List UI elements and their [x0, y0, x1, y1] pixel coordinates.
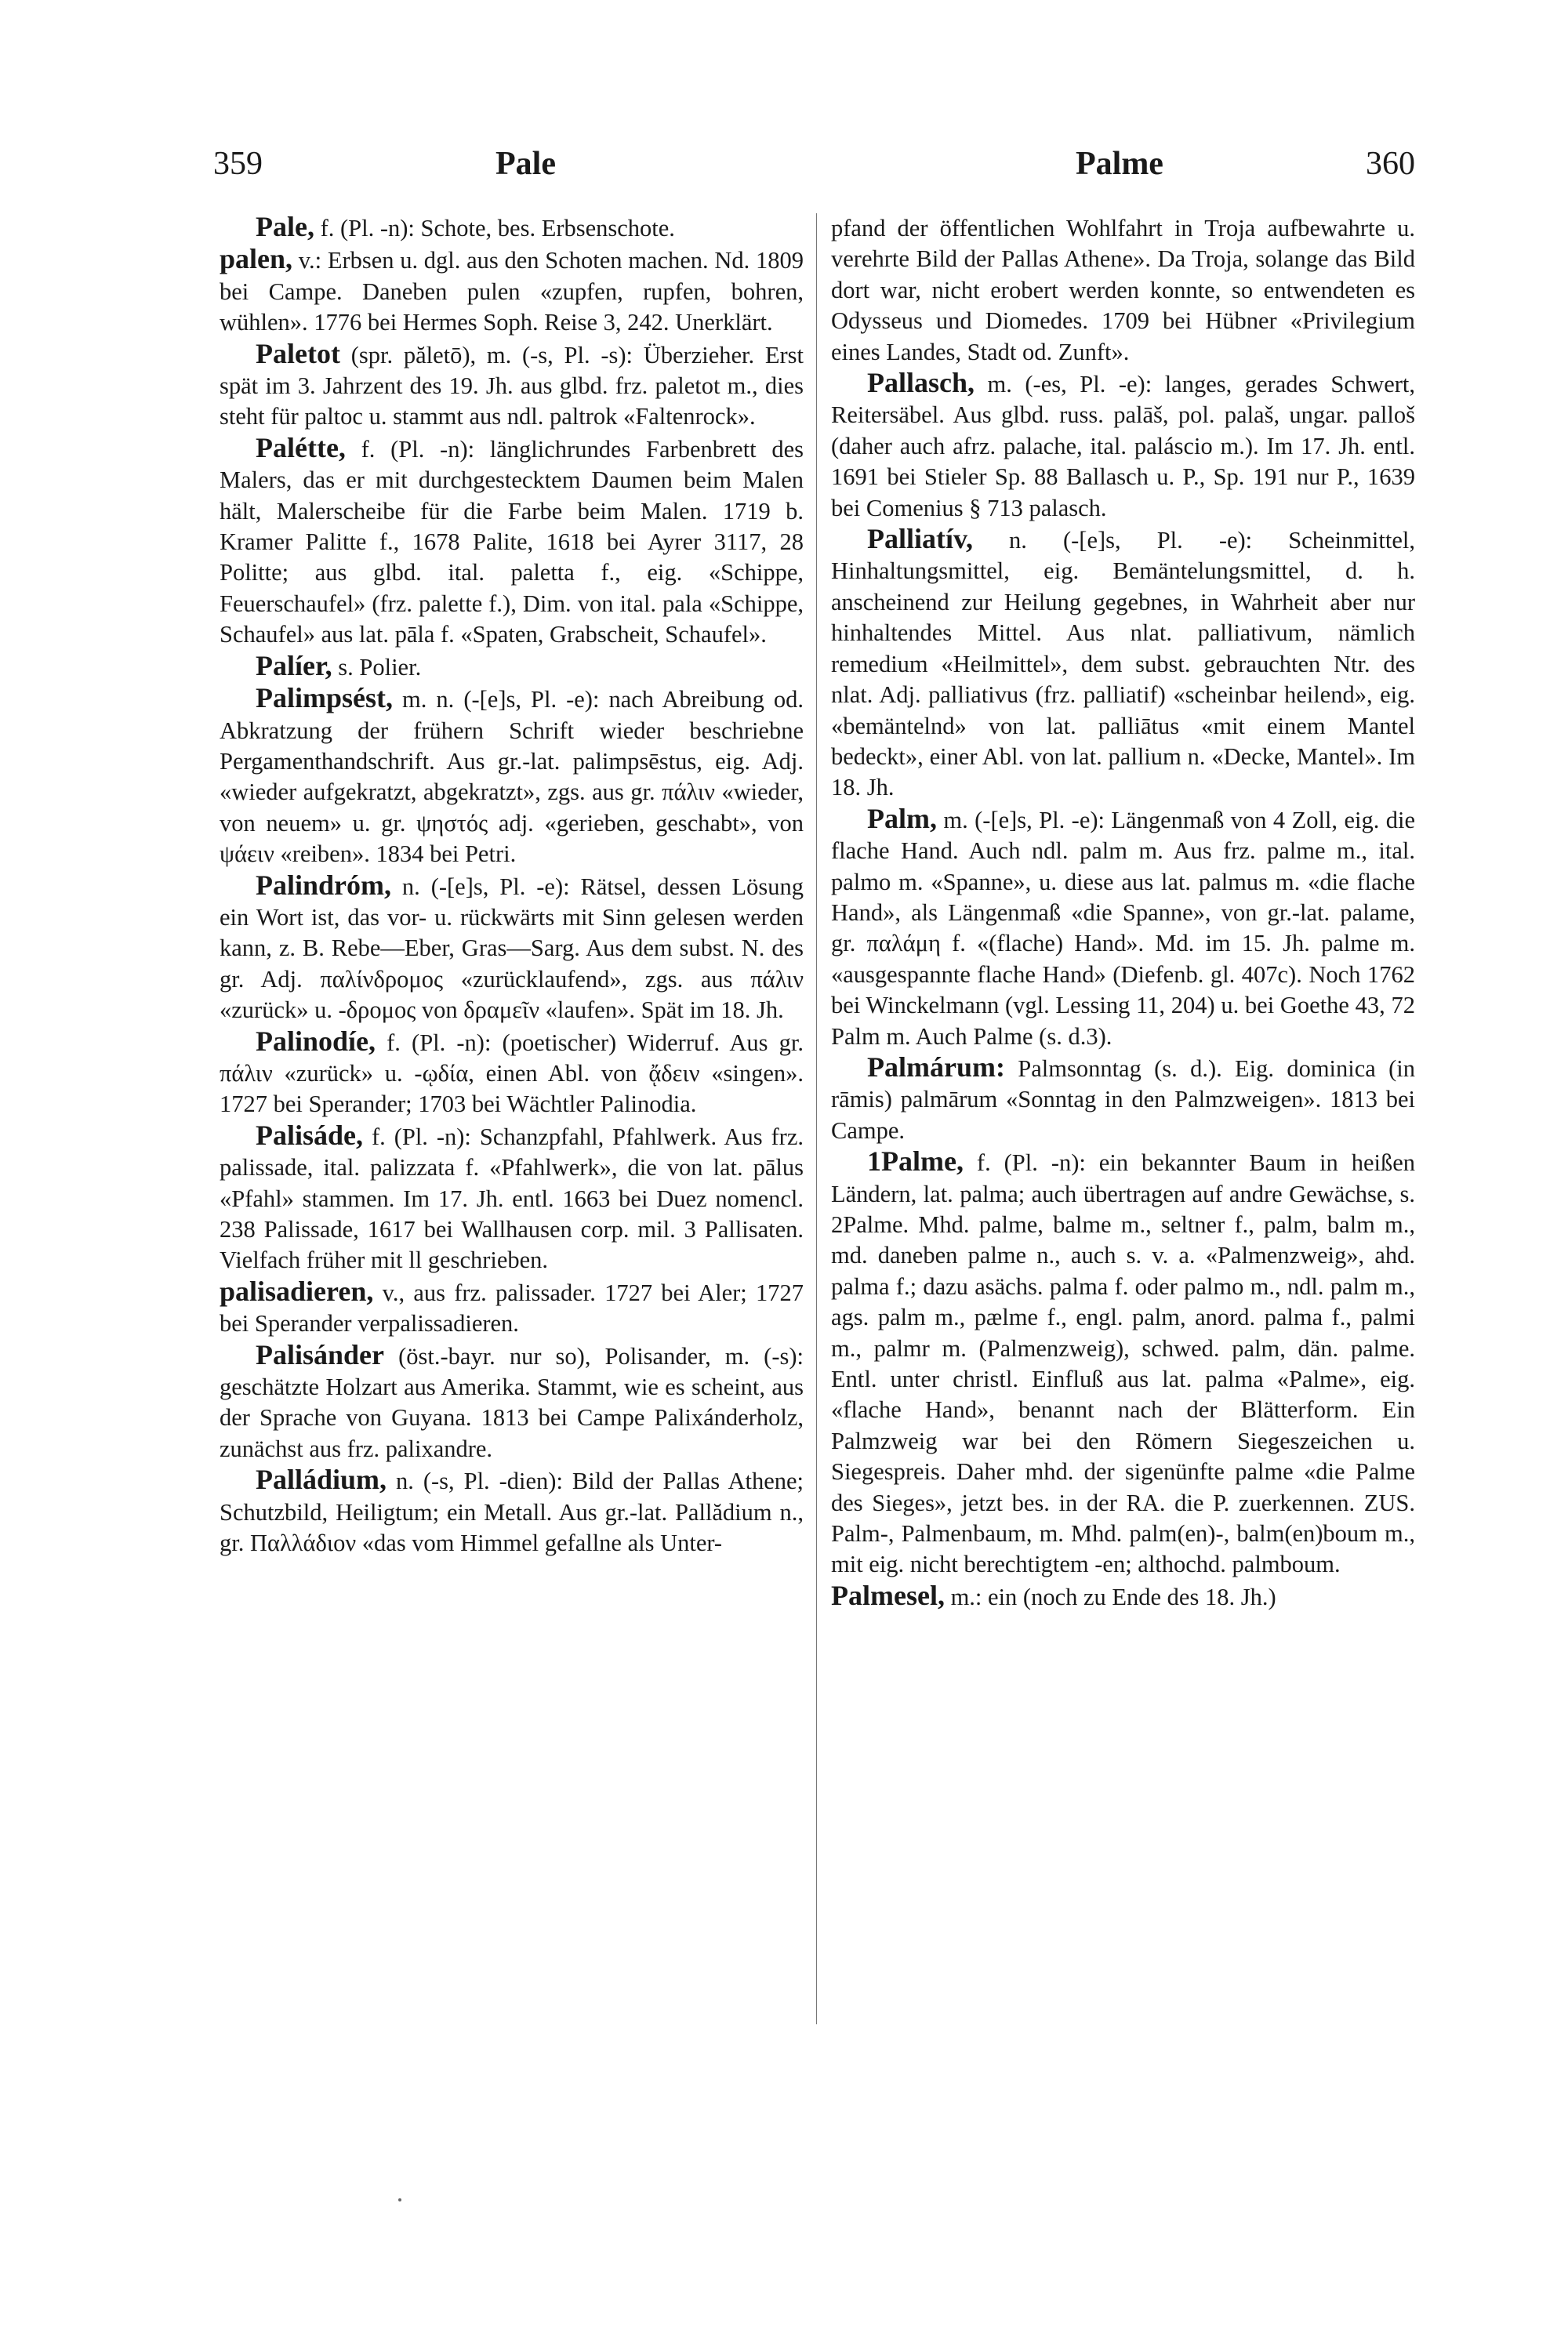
dictionary-entry: [831, 1146, 1415, 1581]
headword: Pale,: [256, 211, 314, 242]
left-column: [220, 212, 804, 1559]
headword: Palíer,: [256, 649, 332, 681]
running-head-right: Palme: [1076, 146, 1163, 182]
headword: Palládium,: [256, 1464, 387, 1496]
dictionary-entry: [220, 683, 804, 869]
entry-text: n. (-s, Pl. -dien): Bild der Pallas Athene; Schutzbild, Heiligtum; ein Metall. Aus gr.-lat. Pallădium n., gr. Παλλάδιον «das vom Himmel gefallne als Unter-: [220, 1468, 804, 1557]
dictionary-entry: [831, 1581, 1415, 1613]
headword: palisadieren,: [220, 1275, 374, 1307]
headword: Palm,: [867, 802, 937, 834]
page-header: [213, 145, 1415, 192]
headword: Palétte,: [256, 431, 346, 463]
dictionary-entry: [220, 339, 804, 433]
dictionary-entry: [220, 433, 804, 651]
entry-text: s. Polier.: [332, 653, 422, 681]
dictionary-entry: [220, 1465, 804, 1559]
running-head-left: Pale: [495, 146, 556, 182]
entry-text: (spr. păletō), m. (-s, Pl. -s): Überzieher. Erst spät im 3. Jahrzent des 19. Jh. aus glbd. frz. paletot m., dies steht für paltoc u. stammt aus ndl. paltrok «Faltenrock».: [220, 341, 804, 430]
right-column: [831, 212, 1415, 1613]
dictionary-entry: [831, 212, 1415, 368]
entry-text: n. (-[e]s, Pl. -e): Rätsel, dessen Lösung ein Wort ist, das vor- u. rückwärts mit Sinn gelesen werden kann, z. B. Rebe—Eber, Gras—Sarg. Aus dem subst. N. des gr. Adj. παλίνδρομος «zurücklaufend», zgs. aus πάλιν «zurück» u. -δρομος von δραμεῖν «laufen». Spät im 18. Jh.: [220, 873, 804, 1024]
entry-text: m. (-es, Pl. -e): langes, gerades Schwert, Reitersäbel. Aus glbd. russ. palāš, pol. palaš, ungar. palloš (daher auch afrz. palache, ital. paláscio m.). Im 17. Jh. entl. 1691 bei Stieler Sp. 88 Ballasch u. P., Sp. 191 nur P., 1639 bei Comenius § 713 palasch.: [831, 371, 1415, 521]
entry-text: f. (Pl. -n): (poetischer) Widerruf. Aus gr. πάλιν «zurück» u. -ῳδία, einen Abl. von ᾄδειν «singen». 1727 bei Sperander; 1703 bei Wächtler Palinodia.: [220, 1029, 804, 1118]
headword: Palliatív,: [867, 523, 973, 555]
dictionary-entry: [220, 212, 804, 244]
headword: Palmesel,: [831, 1579, 945, 1611]
dictionary-entry: [220, 1026, 804, 1120]
entry-text: Palmsonntag (s. d.). Eig. dominica (in rāmis) palmārum «Sonntag in den Palmzweigen». 1813 bei Campe.: [831, 1054, 1415, 1144]
headword: Palisáde,: [256, 1119, 364, 1151]
entry-text: m.: ein (noch zu Ende des 18. Jh.): [944, 1583, 1276, 1610]
dictionary-entry: [831, 1052, 1415, 1146]
entry-text: pfand der öffentlichen Wohlfahrt in Troja aufbewahrte u. verehrte Bild der Pallas Athene». Da Troja, solange das Bild dort war, nicht erobert werden konnte, so entwendeten es Odysseus und Diomedes. 1709 bei Hübner «Privilegium eines Landes, Stadt od. Zunft».: [831, 215, 1415, 365]
dictionary-entry: [220, 651, 804, 683]
entry-text: f. (Pl. -n): länglichrundes Farbenbrett des Malers, das er mit durchgestecktem Daumen beim Malen hält, Malerscheibe für die Farbe beim Malen. 1719 b. Kramer Palitte f., 1678 Palite, 1618 bei Ayrer 3117, 28 Politte; aus glbd. ital. paletta f., eig. «Schippe, Feuerschaufel» (frz. palette f.), Dim. von ital. pala «Schippe, Schaufel» aus lat. pāla f. «Spaten, Grabscheit, Schaufel».: [220, 435, 804, 648]
headword: Paletot: [256, 337, 340, 369]
page-number-right: 360: [1366, 146, 1415, 182]
headword: Palmárum:: [867, 1051, 1005, 1083]
column-divider: [816, 213, 817, 2024]
headword: Pallasch,: [867, 367, 975, 399]
dictionary-entry: [831, 804, 1415, 1052]
headword: Palinodíe,: [256, 1025, 376, 1057]
dictionary-entry: [220, 1340, 804, 1465]
dictionary-entry: [220, 1276, 804, 1340]
headword: Palindróm,: [256, 869, 392, 901]
entry-text: m. n. (-[e]s, Pl. -e): nach Abreibung od. Abkratzung der frühern Schrift wieder beschriebne Pergamenthandschrift. Aus gr.-lat. palimpsēstus, eig. Adj. «wieder aufgekratzt, abgekratzt», zgs. aus gr. πάλιν «wieder, von neuem» u. gr. ψηστός adj. «gerieben, geschabt», von ψάειν «reiben». 1834 bei Petri.: [220, 686, 804, 868]
headword: palen,: [220, 243, 293, 275]
dictionary-entry: [220, 870, 804, 1026]
entry-text: v., aus frz. palissader. 1727 bei Aler; 1727 bei Sperander verpalissadieren.: [220, 1279, 804, 1338]
entry-text: v.: Erbsen u. dgl. aus den Schoten machen. Nd. 1809 bei Campe. Daneben pulen «zupfen, rupfen, bohren, wühlen». 1776 bei Hermes Soph. Reise 3, 242. Unerklärt.: [220, 247, 804, 336]
dictionary-entry: [220, 1120, 804, 1276]
dictionary-entry: [831, 368, 1415, 524]
page-speck: [398, 2198, 401, 2201]
headword: Palisánder: [256, 1338, 385, 1370]
dictionary-entry: [220, 244, 804, 338]
entry-text: f. (Pl. -n): Schote, bes. Erbsenschote.: [314, 215, 675, 241]
entry-text: f. (Pl. -n): Schanzpfahl, Pfahlwerk. Aus frz. palissade, ital. palizzata f. «Pfahlwerk», die von lat. pālus «Pfahl» stammen. Im 17. Jh. entl. 1663 bei Duez nomencl. 238 Palissade, 1617 bei Wallhausen corp. mil. 3 Pallisaten. Vielfach früher mit ll geschrieben.: [220, 1123, 804, 1274]
headword: 1Palme,: [867, 1145, 964, 1178]
page-number-left: 359: [213, 146, 263, 182]
entry-text: (öst.-bayr. nur so), Polisander, m. (-s): geschätzte Holzart aus Amerika. Stammt, wie es scheint, aus der Sprache von Guyana. 1813 bei Campe Palixánderholz, zunächst aus frz. palixandre.: [220, 1342, 804, 1462]
entry-text: m. (-[e]s, Pl. -e): Längenmaß von 4 Zoll, eig. die flache Hand. Auch ndl. palm m. Aus frz. palme m., ital. palmo m. «Spanne», u. diese aus lat. palmus m. «die flache Hand», als Längenmaß «die Spanne», von gr.-lat. palame, gr. παλάμη f. «(flache) Hand». Md. im 15. Jh. palme m. «ausgespannte flache Hand» (Diefenb. gl. 407c). Noch 1762 bei Winckelmann (vgl. Lessing 11, 204) u. bei Goethe 43, 72 Palm m. Auch Palme (s. d.3).: [831, 806, 1415, 1050]
entry-text: f. (Pl. -n): ein bekannter Baum in heißen Ländern, lat. palma; auch übertragen auf andre Gewächse, s. 2Palme. Mhd. palme, balme m., seltner f., palm, balm m., md. daneben palme n., auch s. v. a. «Palmenzweig», ahd. palma f.; dazu asächs. palma f. oder palmo m., ndl. palm m., ags. palm m., pælme f., engl. palm, anord. palma f., palmi m., palmr m. (Palmenzweig), schwed. palm, dän. palme. Entl. unter christl. Einfluß aus lat. palma «Palme», eig. «flache Hand», benannt nach der Blätterform. Ein Palmzweig war bei den Römern Siegeszeichen u. Siegespreis. Daher mhd. der sigenünfte palme «die Palme des Sieges», jetzt bes. in der RA. die P. zuerkennen. ZUS. Palm-, Palmenbaum, m. Mhd. palm(en)-, balm(en)boum m., mit eig. nicht berechtigtem -en; althochd. palmboum.: [831, 1149, 1415, 1578]
headword: Palimpsést,: [256, 682, 393, 714]
entry-text: n. (-[e]s, Pl. -e): Scheinmittel, Hinhaltungsmittel, eig. Bemäntelungsmittel, d. h. anscheinend zur Heilung gegebnes, in Wahrheit aber nur hinhaltendes Mittel. Aus nlat. palliativum, nämlich remedium «Heilmittel», dem subst. gebrauchten Ntr. des nlat. Adj. palliativus (frz. palliatif) «scheinbar heilend», eig. «bemäntelnd» von lat. palliātus «mit einem Mantel bedeckt», einer Abl. von lat. pallium n. «Decke, Mantel». Im 18. Jh.: [831, 527, 1415, 801]
dictionary-entry: [831, 524, 1415, 804]
